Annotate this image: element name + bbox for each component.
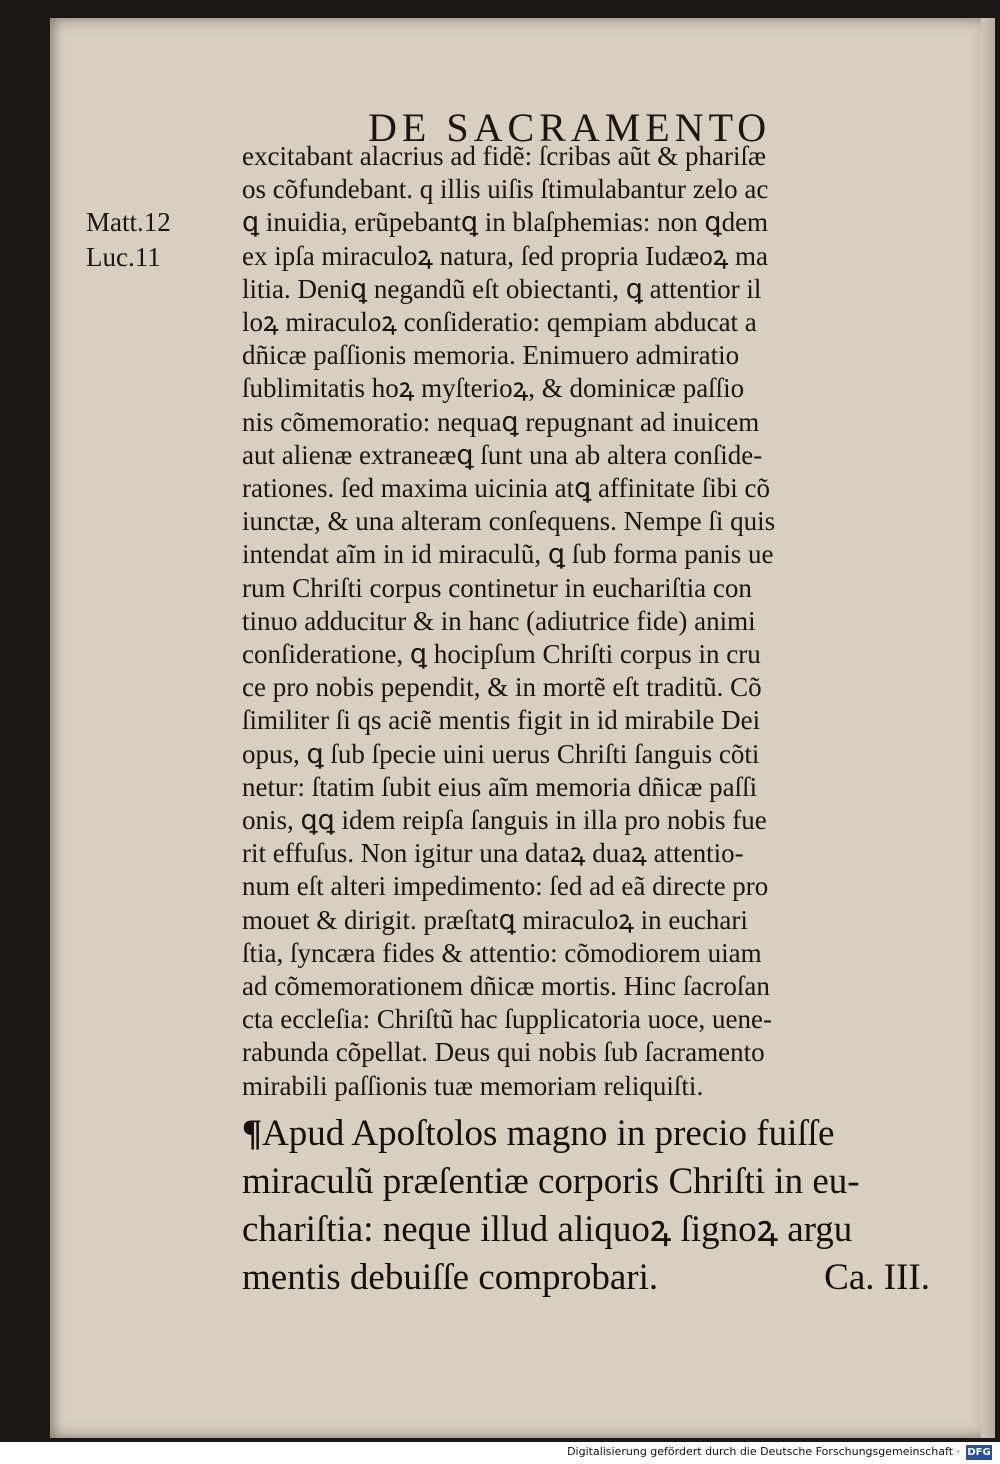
running-head: DE SACRAMENTO bbox=[368, 105, 772, 150]
text-line: dñicæ paſſionis memoria. Enimuero admiratio bbox=[242, 340, 740, 371]
text-line: rationes. ſed maxima uicinia atꝗ affinitate ſibi cõ bbox=[242, 473, 770, 504]
text-line: mouet & dirigit. præſtatꝗ miraculoꝝ in euchari bbox=[242, 904, 748, 935]
text-line: rum Chriſti corpus continetur in euchariſtia con bbox=[242, 572, 752, 603]
marginal-reference: Matt.12 bbox=[86, 207, 171, 237]
text-line: ſimiliter ſi qs aciẽ mentis figit in id mirabile Dei bbox=[242, 705, 761, 736]
text-line: intendat aĩm in id miraculũ, ꝗ ſub forma panis ue bbox=[242, 539, 774, 570]
footer-bar bbox=[0, 1442, 1000, 1464]
chapter-heading-text: mentis debuiſſe comprobari. bbox=[242, 1257, 659, 1298]
chapter-heading-text: Apud Apoſtolos magno in precio fuiſſe bbox=[261, 1113, 835, 1154]
marginal-reference: Luc.11 bbox=[86, 242, 161, 272]
text-line: rabunda cõpellat. Deus qui nobis ſub ſacramento bbox=[242, 1037, 765, 1068]
text-line: ꝗ inuidia, erũpebantꝗ in blaſphemias: non ꝗdem bbox=[242, 207, 769, 238]
text-line: ad cõmemorationem dñicæ mortis. Hinc ſacroſan bbox=[242, 971, 770, 1002]
chapter-heading-line: chariſtia: neque illud aliquoꝝ ſignoꝝ argu bbox=[242, 1209, 853, 1250]
text-line: ce pro nobis pependit, & in mortẽ eſt traditũ. Cõ bbox=[242, 672, 762, 703]
marginal-references bbox=[86, 205, 216, 275]
text-line: onis, ꝗꝗ idem reipſa ſanguis in illa pro nobis fue bbox=[242, 805, 767, 836]
text-line: cta eccleſia: Chriſtũ hac ſupplicatoria uoce, uene- bbox=[242, 1004, 772, 1035]
text-line: os cõfundebant. q illis uiſis ſtimulabantur zelo ac bbox=[242, 174, 769, 205]
page-edge bbox=[981, 18, 995, 1438]
dfg-logo: DFG bbox=[967, 1447, 991, 1458]
text-line: litia. Deniꝗ negandũ eſt obiectanti, ꝗ attentior il bbox=[242, 273, 762, 304]
text-line: ſublimitatis hoꝝ myſterioꝝ, & dominicæ paſſio bbox=[242, 373, 745, 404]
body-text bbox=[242, 140, 932, 1103]
text-line: ſtia, ſyncæra fides & attentio: cõmodiorem uiam bbox=[242, 937, 762, 968]
funding-credit: Digitalisierung gefördert durch die Deutsche Forschungsgemeinschaft · bbox=[567, 1445, 960, 1458]
text-line: netur: ſtatim ſubit eius aĩm memoria dñicæ paſſi bbox=[242, 771, 758, 802]
text-line: iunctæ, & una alteram conſequens. Nempe ſi quis bbox=[242, 506, 776, 537]
text-line: aut alienæ extraneæꝗ ſunt una ab altera conſide- bbox=[242, 439, 763, 470]
text-line: nis cõmemoratio: nequaꝗ repugnant ad inuicem bbox=[242, 406, 760, 437]
chapter-heading-line: miraculũ præſentiæ corporis Chriſti in eu- bbox=[242, 1161, 860, 1202]
chapter-number: Ca. III. bbox=[824, 1257, 930, 1298]
pilcrow-mark: ¶ bbox=[242, 1113, 262, 1154]
text-line: excitabant alacrius ad fidẽ: ſcribas aũt & phariſæ bbox=[242, 141, 767, 171]
chapter-heading-line bbox=[242, 1110, 942, 1158]
text-line: mirabili paſſionis tuæ memoriam reliquiſti. bbox=[242, 1070, 704, 1101]
text-line: num eſt alteri impedimento: ſed ad eã directe pro bbox=[242, 871, 769, 902]
text-line: opus, ꝗ ſub ſpecie uini uerus Chriſti ſanguis cõti bbox=[242, 738, 760, 769]
text-line: conſideratione, ꝗ hocipſum Chriſti corpus in cru bbox=[242, 639, 761, 670]
text-line: loꝝ miraculoꝝ conſideratio: qempiam abducat a bbox=[242, 307, 757, 338]
text-line: rit effuſus. Non igitur una dataꝝ duaꝝ attentio- bbox=[242, 838, 744, 869]
text-line: tinuo adducitur & in hanc (adiutrice fide) animi bbox=[242, 605, 756, 636]
text-line: ex ipſa miraculoꝝ natura, ſed propria Iudæoꝝ ma bbox=[242, 240, 769, 271]
chapter-heading-line bbox=[242, 1254, 942, 1302]
chapter-heading bbox=[242, 1110, 942, 1302]
